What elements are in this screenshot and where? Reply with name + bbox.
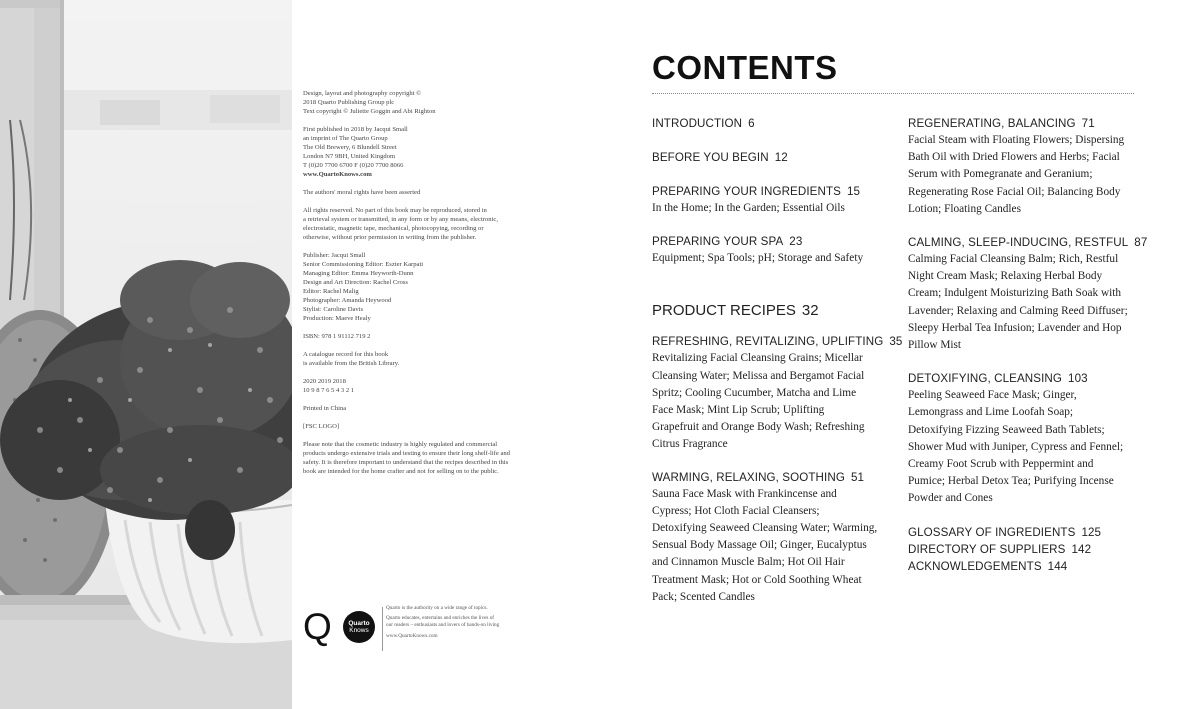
toc-entry-heading[interactable] [908, 558, 1148, 575]
toc-page-number: 142 [1071, 542, 1092, 556]
toc-entry [652, 233, 892, 267]
subtopic-line: Lemongrass and Lime Loofah Soap; [908, 406, 1074, 419]
copyright-page [303, 89, 553, 485]
toc-entry-subtopics [652, 250, 892, 267]
copyright-line: 2018 Quarto Publishing Group plc [303, 99, 395, 106]
copyright-line: Design, layout and photography copyright © [303, 90, 422, 97]
toc-entry [908, 558, 1148, 575]
subtopic-line: Equipment; Spa Tools; pH; Storage and Safety [652, 252, 864, 265]
subtopic-line: Sensual Body Massage Oil; Ginger, Eucalyptus [652, 539, 867, 552]
badge-line: Quarto [348, 620, 370, 627]
toc-entry [908, 234, 1148, 354]
disclaimer-line: safety. It is therefore important to understand that the recipes described in this [303, 459, 509, 466]
credits-block [303, 251, 553, 323]
title-divider [652, 93, 1134, 94]
toc-entry-title: PREPARING YOUR SPA [652, 235, 784, 249]
toc-entry-heading[interactable] [652, 301, 892, 320]
rights-line: All rights reserved. No part of this book may be reproduced, stored in [303, 207, 487, 214]
contents-title: CONTENTS [652, 49, 838, 86]
rights-line: a retrieval system or transmitted, in any form or by any means, electronic, [303, 216, 499, 223]
credit-line: Photographer: Amanda Heywood [303, 297, 392, 304]
toc-entry-heading[interactable] [652, 469, 892, 486]
toc-entry [908, 115, 1148, 218]
fsc-logo-block [303, 422, 553, 431]
subtopic-line: Sauna Face Mask with Frankincense and [652, 487, 837, 500]
subtopic-line: Regenerating Rose Facial Oil; Balancing Body [908, 185, 1121, 198]
toc-page-number: 125 [1081, 525, 1102, 539]
rights-line: otherwise, without prior permission in writing from the publisher. [303, 234, 477, 241]
toc-entry-heading[interactable] [908, 524, 1148, 541]
address-line: London N7 9BH, United Kingdom [303, 153, 396, 160]
toc-entry-title: ACKNOWLEDGEMENTS [908, 559, 1042, 573]
toc-entry-title: REFRESHING, REVITALIZING, UPLIFTING [652, 335, 884, 349]
quarto-knows-badge [343, 611, 375, 643]
toc-entry-subtopics [652, 200, 892, 217]
toc-entry [908, 524, 1148, 541]
contents-column-right [908, 115, 1148, 575]
copyright-line: Text copyright © Juliette Goggin and Abi Righton [303, 108, 436, 115]
toc-page-number: 32 [801, 302, 819, 320]
subtopic-line: Lotion; Floating Candles [908, 202, 1021, 215]
toc-entry [908, 370, 1148, 507]
subtopic-line: Detoxifying Fizzing Seaweed Bath Tablets; [908, 423, 1105, 436]
subtopic-line: Spritz; Cooling Cucumber, Matcha and Lime [652, 386, 857, 399]
toc-page-number: 103 [1068, 372, 1088, 386]
credit-line: Senior Commissioning Editor: Eszter Karpati [303, 261, 424, 268]
toc-entry-title: DIRECTORY OF SUPPLIERS [908, 542, 1066, 556]
toc-page-number: 87 [1134, 236, 1148, 250]
moral-rights-block [303, 188, 553, 197]
toc-entry-title: CALMING, SLEEP-INDUCING, RESTFUL [908, 236, 1129, 250]
subtopic-line: Cypress; Hot Cloth Facial Cleansers; [652, 504, 820, 517]
catalogue-block [303, 350, 553, 368]
toc-entry-heading[interactable] [652, 115, 892, 132]
toc-entry [652, 149, 892, 166]
fsc-logo-placeholder: [FSC LOGO] [303, 423, 340, 430]
moral-rights-line: The authors' moral rights have been asserted [303, 189, 421, 196]
isbn-line: ISBN: 978 1 91112 719 2 [303, 333, 371, 340]
toc-page-number: 15 [847, 185, 861, 198]
toc-page-number: 35 [889, 335, 903, 349]
subtopic-line: Face Mask; Mint Lip Scrub; Uplifting [652, 404, 825, 417]
disclaimer-block [303, 440, 553, 476]
photo-illustration [0, 0, 292, 709]
toc-entry-title: INTRODUCTION [652, 117, 743, 130]
toc-page-number: 144 [1047, 559, 1068, 573]
toc-entry-heading[interactable] [652, 149, 892, 166]
credit-line: Publisher: Jacqui Small [303, 252, 366, 259]
subtopic-line: Detoxifying Seaweed Cleansing Water; Warming, [652, 522, 878, 535]
toc-entry-heading[interactable] [908, 234, 1148, 251]
toc-page-number: 12 [774, 151, 788, 164]
toc-entry-title: BEFORE YOU BEGIN [652, 151, 769, 164]
address-line: an imprint of The Quarto Group [303, 135, 388, 142]
quarto-tagline [386, 605, 556, 640]
catalogue-line: is available from the British Library. [303, 360, 400, 367]
printed-in-block [303, 404, 553, 413]
subtopic-line: Sleepy Herbal Tea Infusion; Lavender and Hop [908, 321, 1122, 334]
isbn-block [303, 332, 553, 341]
subtopic-line: Calming Facial Cleansing Balm; Rich, Restful [908, 253, 1119, 266]
subtopic-line: Treatment Mask; Hot or Cold Soothing Wheat [652, 573, 862, 586]
publisher-address-block [303, 125, 553, 179]
subtopic-line: Facial Steam with Floating Flowers; Dispersing [908, 134, 1125, 146]
subtopic-line: Pumice; Herbal Detox Tea; Purifying Incense [908, 475, 1114, 488]
subtopic-line: In the Home; In the Garden; Essential Oils [652, 202, 845, 214]
tagline-line: Quarto educates, entertains and enriches the lives of [386, 615, 495, 622]
subtopic-line: Night Cream Mask; Relaxing Herbal Body [908, 270, 1103, 283]
toc-entry-title: PRODUCT RECIPES [652, 302, 796, 320]
toc-entry-title: WARMING, RELAXING, SOOTHING [652, 470, 845, 484]
toc-entry-heading[interactable] [652, 233, 892, 250]
address-line: First published in 2018 by Jacqui Small [303, 126, 408, 133]
print-run-line: 10 9 8 7 6 5 4 3 2 1 [303, 387, 355, 394]
rights-reserved-block [303, 206, 553, 242]
toc-entry [652, 469, 892, 606]
toc-entry-title: REGENERATING, BALANCING [908, 117, 1076, 130]
toc-entry-heading[interactable] [652, 333, 903, 350]
quarto-q-letter: Q [303, 606, 332, 647]
subtopic-line: Pack; Scented Candles [652, 590, 755, 603]
subtopic-line: Citrus Fragrance [652, 438, 728, 451]
quarto-logo [303, 605, 553, 655]
contents-column-left [652, 115, 903, 606]
toc-entry-heading[interactable] [908, 541, 1148, 558]
toc-entry [652, 115, 892, 132]
print-run-line: 2020 2019 2018 [303, 378, 346, 385]
rights-line: electrostatic, magnetic tape, mechanical, photocopying, recording or [303, 225, 484, 232]
toc-page-number: 71 [1081, 117, 1095, 130]
toc-entry [652, 183, 892, 217]
disclaimer-line: Please note that the cosmetic industry is highly regulated and commercial [303, 441, 498, 448]
logo-divider [382, 607, 383, 651]
subtopic-line: Shower Mud with Juniper, Cypress and Fennel; [908, 440, 1124, 453]
toc-entry-subtopics [652, 486, 892, 606]
subtopic-line: Serum with Pomegranate and Geranium; [908, 168, 1093, 181]
toc-entry-subtopics [908, 132, 1148, 218]
toc-entry-subtopics [908, 387, 1148, 507]
toc-page-number: 6 [748, 117, 755, 130]
toc-page-number: 23 [789, 235, 803, 249]
subtopic-line: Pillow Mist [908, 339, 962, 352]
subtopic-line: Peeling Seaweed Face Mask; Ginger, [908, 389, 1077, 402]
toc-entry-heading[interactable] [652, 183, 892, 200]
toc-entry-title: GLOSSARY OF INGREDIENTS [908, 525, 1076, 539]
credit-line: Stylist: Caroline Davis [303, 306, 364, 313]
toc-entry-title: PREPARING YOUR INGREDIENTS [652, 185, 841, 198]
subtopic-line: and Cinnamon Muscle Balm; Hot Oil Hair [652, 556, 845, 569]
toc-entry-title: DETOXIFYING, CLEANSING [908, 372, 1063, 386]
toc-entry [652, 333, 903, 453]
disclaimer-line: book are intended for the home crafter and not for selling on to the public. [303, 468, 499, 475]
subtopic-line: Revitalizing Facial Cleansing Grains; Micellar [652, 352, 863, 365]
credit-line: Editor: Rachel Malig [303, 288, 359, 295]
print-run-block [303, 377, 553, 395]
badge-line: Knows [349, 627, 369, 634]
toc-page-number: 51 [850, 470, 865, 484]
subtopic-line: Powder and Cones [908, 492, 993, 505]
toc-entry-heading[interactable] [908, 115, 1148, 132]
tagline-line: our readers – enthusiasts and lovers of hands-on living [386, 622, 500, 629]
subtopic-line: Creamy Foot Scrub with Peppermint and [908, 458, 1094, 471]
tagline-line: Quarto is the authority on a wide range of topics. [386, 605, 488, 611]
herb-bowl-photo [0, 0, 292, 709]
copyright-block [303, 89, 553, 116]
subtopic-line: Cream; Indulgent Moisturizing Bath Soak with [908, 287, 1122, 300]
credit-line: Managing Editor: Emma Heyworth-Dunn [303, 270, 414, 277]
address-line: The Old Brewery, 6 Blundell Street [303, 144, 397, 151]
catalogue-line: A catalogue record for this book [303, 351, 389, 358]
address-line: T (0)20 7700 6700 F (0)20 7700 8066 [303, 162, 404, 169]
printed-in-line: Printed in China [303, 405, 347, 412]
subtopic-line: Lavender; Relaxing and Calming Reed Diffuser; [908, 304, 1128, 317]
website-line: www.QuartoKnows.com [303, 171, 372, 178]
disclaimer-line: products undergo extensive trials and testing to ensure their long shelf-life and [303, 450, 510, 457]
toc-entry-subtopics [652, 350, 892, 453]
subtopic-line: Bath Oil with Dried Flowers and Herbs; Facial [908, 151, 1120, 164]
toc-entry-heading[interactable] [908, 370, 1148, 387]
toc-entry-subtopics [908, 251, 1148, 354]
toc-entry [908, 541, 1148, 558]
subtopic-line: Cleansing Water; Melissa and Bergamot Facial [652, 369, 865, 382]
credit-line: Production: Maeve Healy [303, 315, 371, 322]
subtopic-line: Grapefruit and Orange Body Wash; Refreshing [652, 421, 865, 434]
tagline-url: www.QuartoKnows.com [386, 632, 438, 639]
toc-section-heading [652, 301, 892, 320]
credit-line: Design and Art Direction: Rachel Cross [303, 279, 408, 286]
